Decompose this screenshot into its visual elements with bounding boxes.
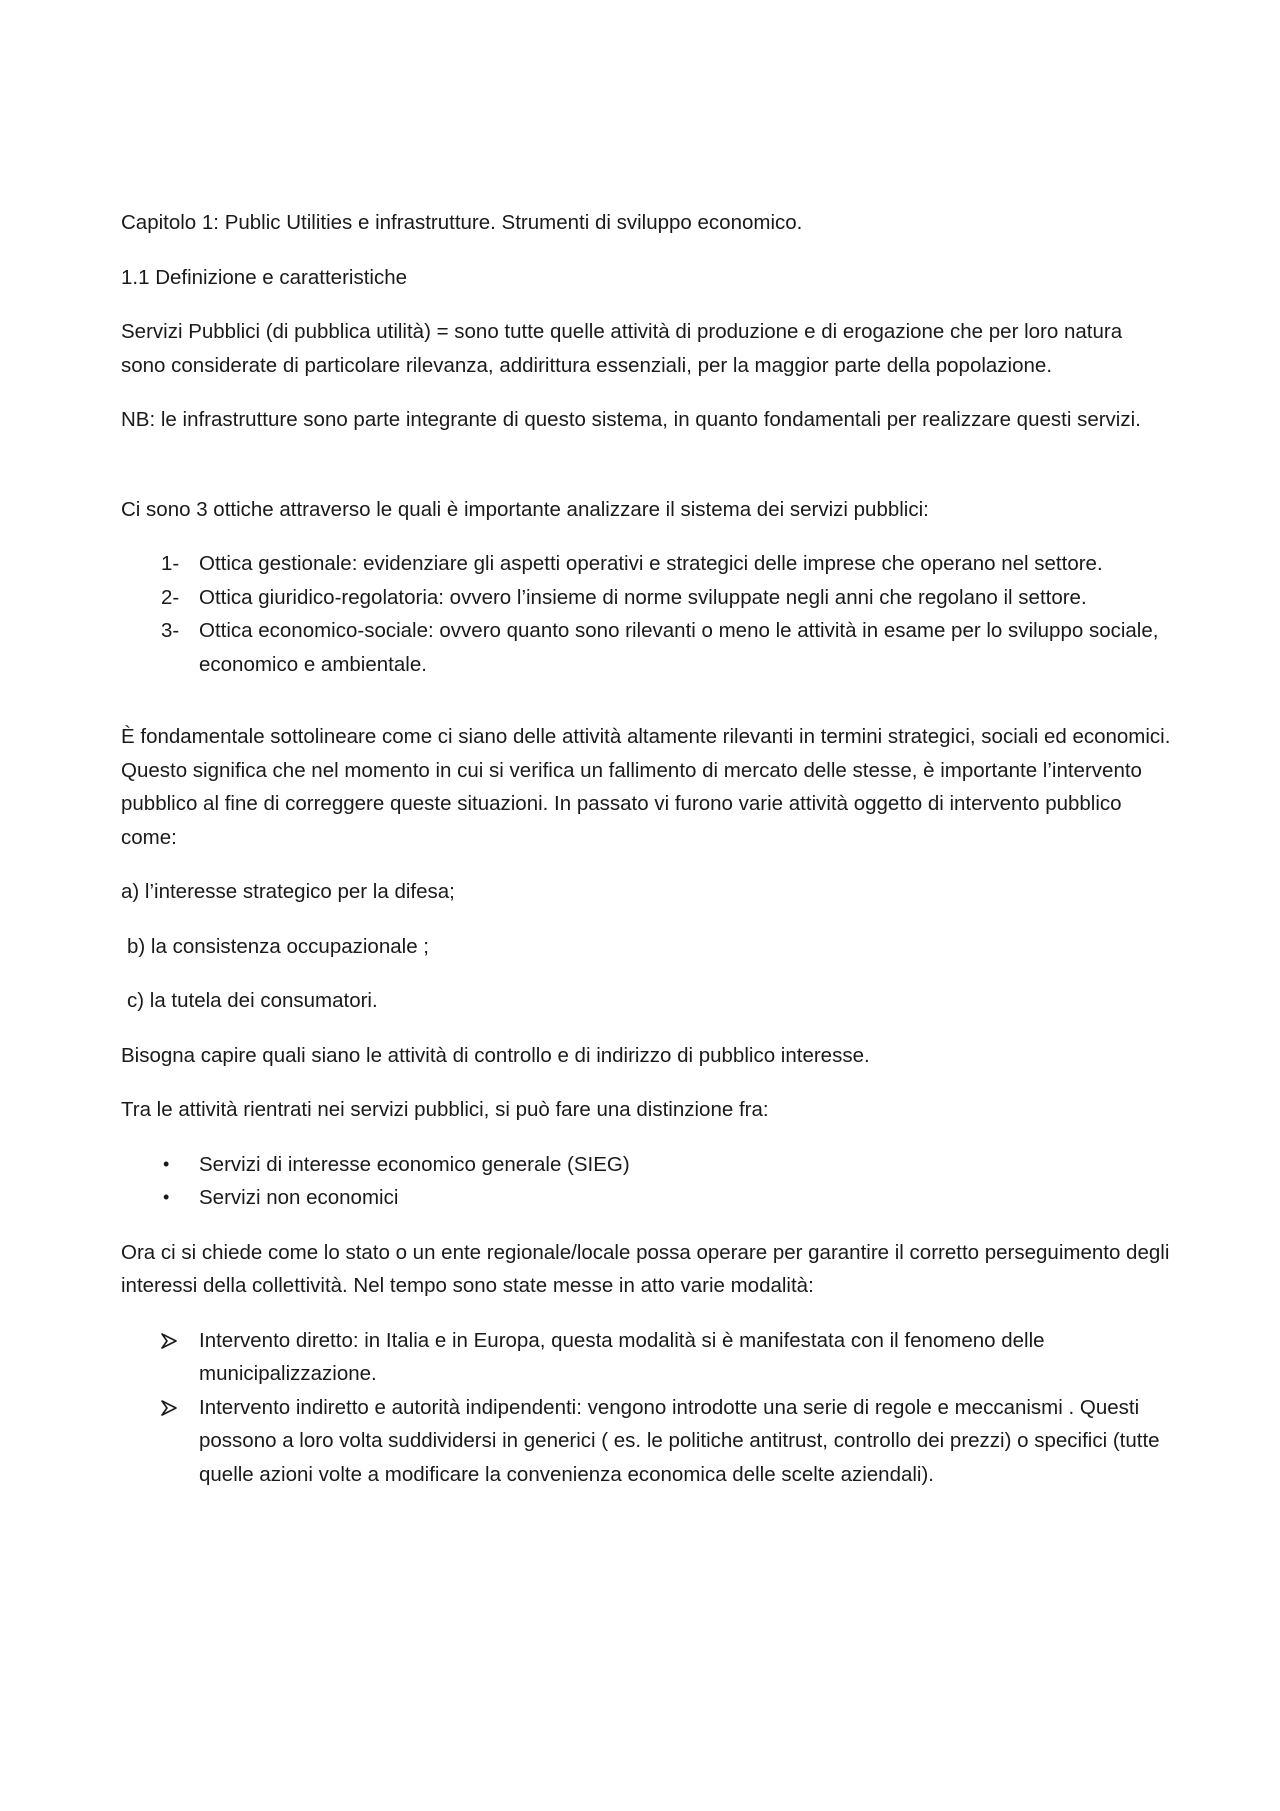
list-item-text: Servizi non economici [199,1186,399,1209]
item-a: a) l’interesse strategico per la difesa; [121,880,455,903]
item-b: b) la consistenza occupazionale ; [127,934,429,958]
distinction-intro: Tra le attività rientrati nei servizi pubblici, si può fare una distinzione fra: [121,1098,769,1121]
bullet-icon: • [163,1153,170,1174]
arrowhead-bullet-icon [161,1333,177,1349]
state-paragraph: Ora ci si chiede come lo stato o un ente regionale/locale possa operare per garantire il corretto perseguimento degli interessi della collettività. Nel tempo sono state messe in atto varie modalità: [121,1240,1170,1297]
arrowhead-bullet-icon [161,1400,177,1416]
interventions-list [121,1324,1171,1492]
optics-list-item [121,581,1171,615]
service-type-item [121,1181,1171,1215]
section-title: 1.1 Definizione e caratteristiche [121,265,408,289]
list-item-text: Ottica economico-sociale: ovvero quanto sono rilevanti o meno le attività in esame per lo sviluppo sociale, economico e ambientale. [199,619,1159,676]
optics-list-item [121,547,1171,581]
list-item-text: Ottica giuridico-regolatoria: ovvero l’insieme di norme sviluppate negli anni che regolano il settore. [199,585,1087,609]
list-number: 3- [161,619,180,642]
list-item-text: Intervento indiretto e autorità indipendenti: vengono introdotte una serie di regole e meccanismi . Questi possono a loro volta suddividersi in generici ( es. le politiche antitrust, controllo dei prezzi) o specifici (tutte quelle azioni volte a modificare la convenienza economica delle scelte aziendali). [199,1395,1160,1486]
fundamental-paragraph: È fondamentale sottolineare come ci siano delle attività altamente rilevanti in termini strategici, sociali ed economici. Questo significa che nel momento in cui si verifica un fallimento di mercato delle stesse, è importante l’intervento pubblico al fine di correggere queste situazioni. In passato vi furono varie attività oggetto di intervento pubblico come: [121,725,1171,849]
chapter-heading: Capitolo 1: Public Utilities e infrastrutture. Strumenti di sviluppo economico. [121,211,803,234]
document-body [121,206,1171,1512]
list-item-text: Ottica gestionale: evidenziare gli aspetti operativi e strategici delle imprese che operano nel settore. [199,552,1103,575]
service-types-list [121,1148,1171,1215]
service-type-item [121,1148,1171,1182]
control-sentence: Bisogna capire quali siano le attività di controllo e di indirizzo di pubblico interesse. [121,1043,870,1067]
item-c: c) la tutela dei consumatori. [127,989,378,1012]
intervention-item [121,1391,1171,1492]
optics-intro: Ci sono 3 ottiche attraverso le quali è importante analizzare il sistema dei servizi pubblici: [121,497,929,521]
list-number: 2- [161,585,180,609]
optics-list-item [121,614,1171,681]
nb-note: NB: le infrastrutture sono parte integrante di questo sistema, in quanto fondamentali per realizzare questi servizi. [121,408,1141,431]
bullet-icon: • [163,1187,170,1207]
definition-paragraph: Servizi Pubblici (di pubblica utilità) = sono tutte quelle attività di produzione e di erogazione che per loro natura sono considerate di particolare rilevanza, addirittura essenziali, per la maggior parte della popolazione. [121,320,1123,377]
optics-list [121,547,1171,681]
list-number: 1- [161,552,180,575]
list-item-text: Intervento diretto: in Italia e in Europa, questa modalità si è manifestata con il fenomeno delle municipalizzazione. [199,1328,1045,1385]
intervention-item [121,1324,1171,1391]
list-item-text: Servizi di interesse economico generale (SIEG) [199,1152,630,1176]
